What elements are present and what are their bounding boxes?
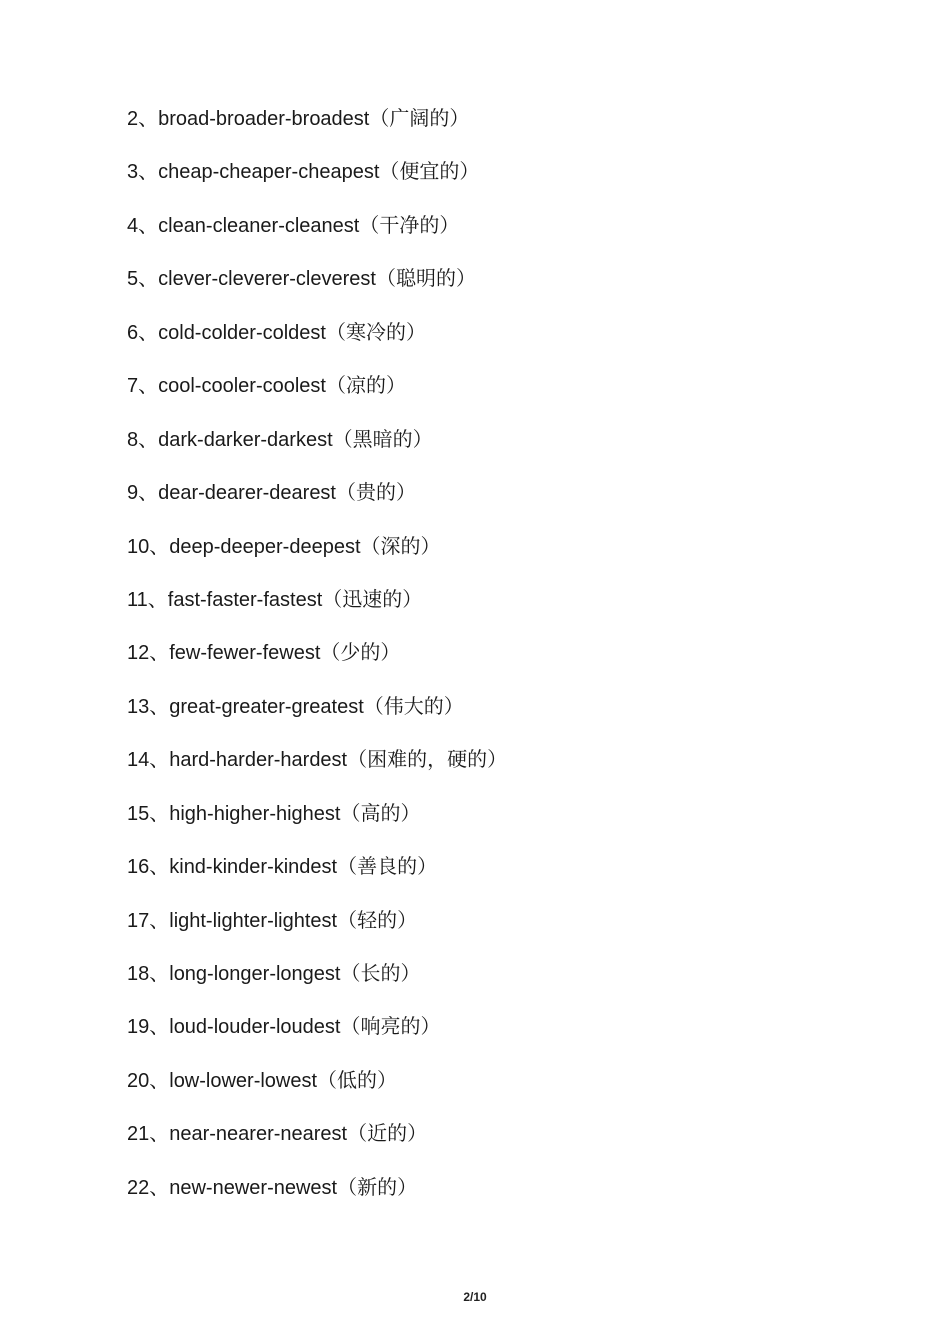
list-item: 8、dark-darker-darkest（黑暗的） <box>127 428 433 451</box>
list-item: 3、cheap-cheaper-cheapest（便宜的） <box>127 161 480 184</box>
list-item: 12、few-fewer-fewest（少的） <box>127 642 401 665</box>
list-item: 10、deep-deeper-deepest（深的） <box>127 535 441 558</box>
list-item: 4、clean-cleaner-cleanest（干净的） <box>127 214 460 237</box>
list-item: 2、broad-broader-broadest（广阔的） <box>127 108 470 130</box>
list-item: 9、dear-dearer-dearest（贵的） <box>127 482 416 505</box>
adjective-comparison-list <box>127 101 507 1223</box>
list-item: 14、hard-harder-hardest（困难的，硬的） <box>127 749 508 772</box>
list-item: 5、clever-cleverer-cleverest（聪明的） <box>127 268 476 291</box>
list-item: 20、low-lower-lowest（低的） <box>127 1069 398 1092</box>
list-item: 22、new-newer-newest（新的） <box>127 1176 418 1199</box>
list-item: 11、fast-faster-fastest（迅速的） <box>127 588 423 611</box>
list-item: 6、cold-colder-coldest（寒冷的） <box>127 321 426 344</box>
list-item: 18、long-longer-longest（长的） <box>127 963 421 985</box>
list-item: 16、kind-kinder-kindest（善良的） <box>127 856 438 879</box>
list-item: 7、cool-cooler-coolest（凉的） <box>127 375 406 398</box>
list-item: 21、near-nearer-nearest（近的） <box>127 1123 428 1146</box>
list-item: 19、loud-louder-loudest（响亮的） <box>127 1016 441 1039</box>
page-number: 2/10 <box>463 1290 487 1304</box>
list-item: 13、great-greater-greatest（伟大的） <box>127 695 464 718</box>
list-item: 17、light-lighter-lightest（轻的） <box>127 909 418 932</box>
list-item: 15、high-higher-highest（高的） <box>127 802 421 825</box>
